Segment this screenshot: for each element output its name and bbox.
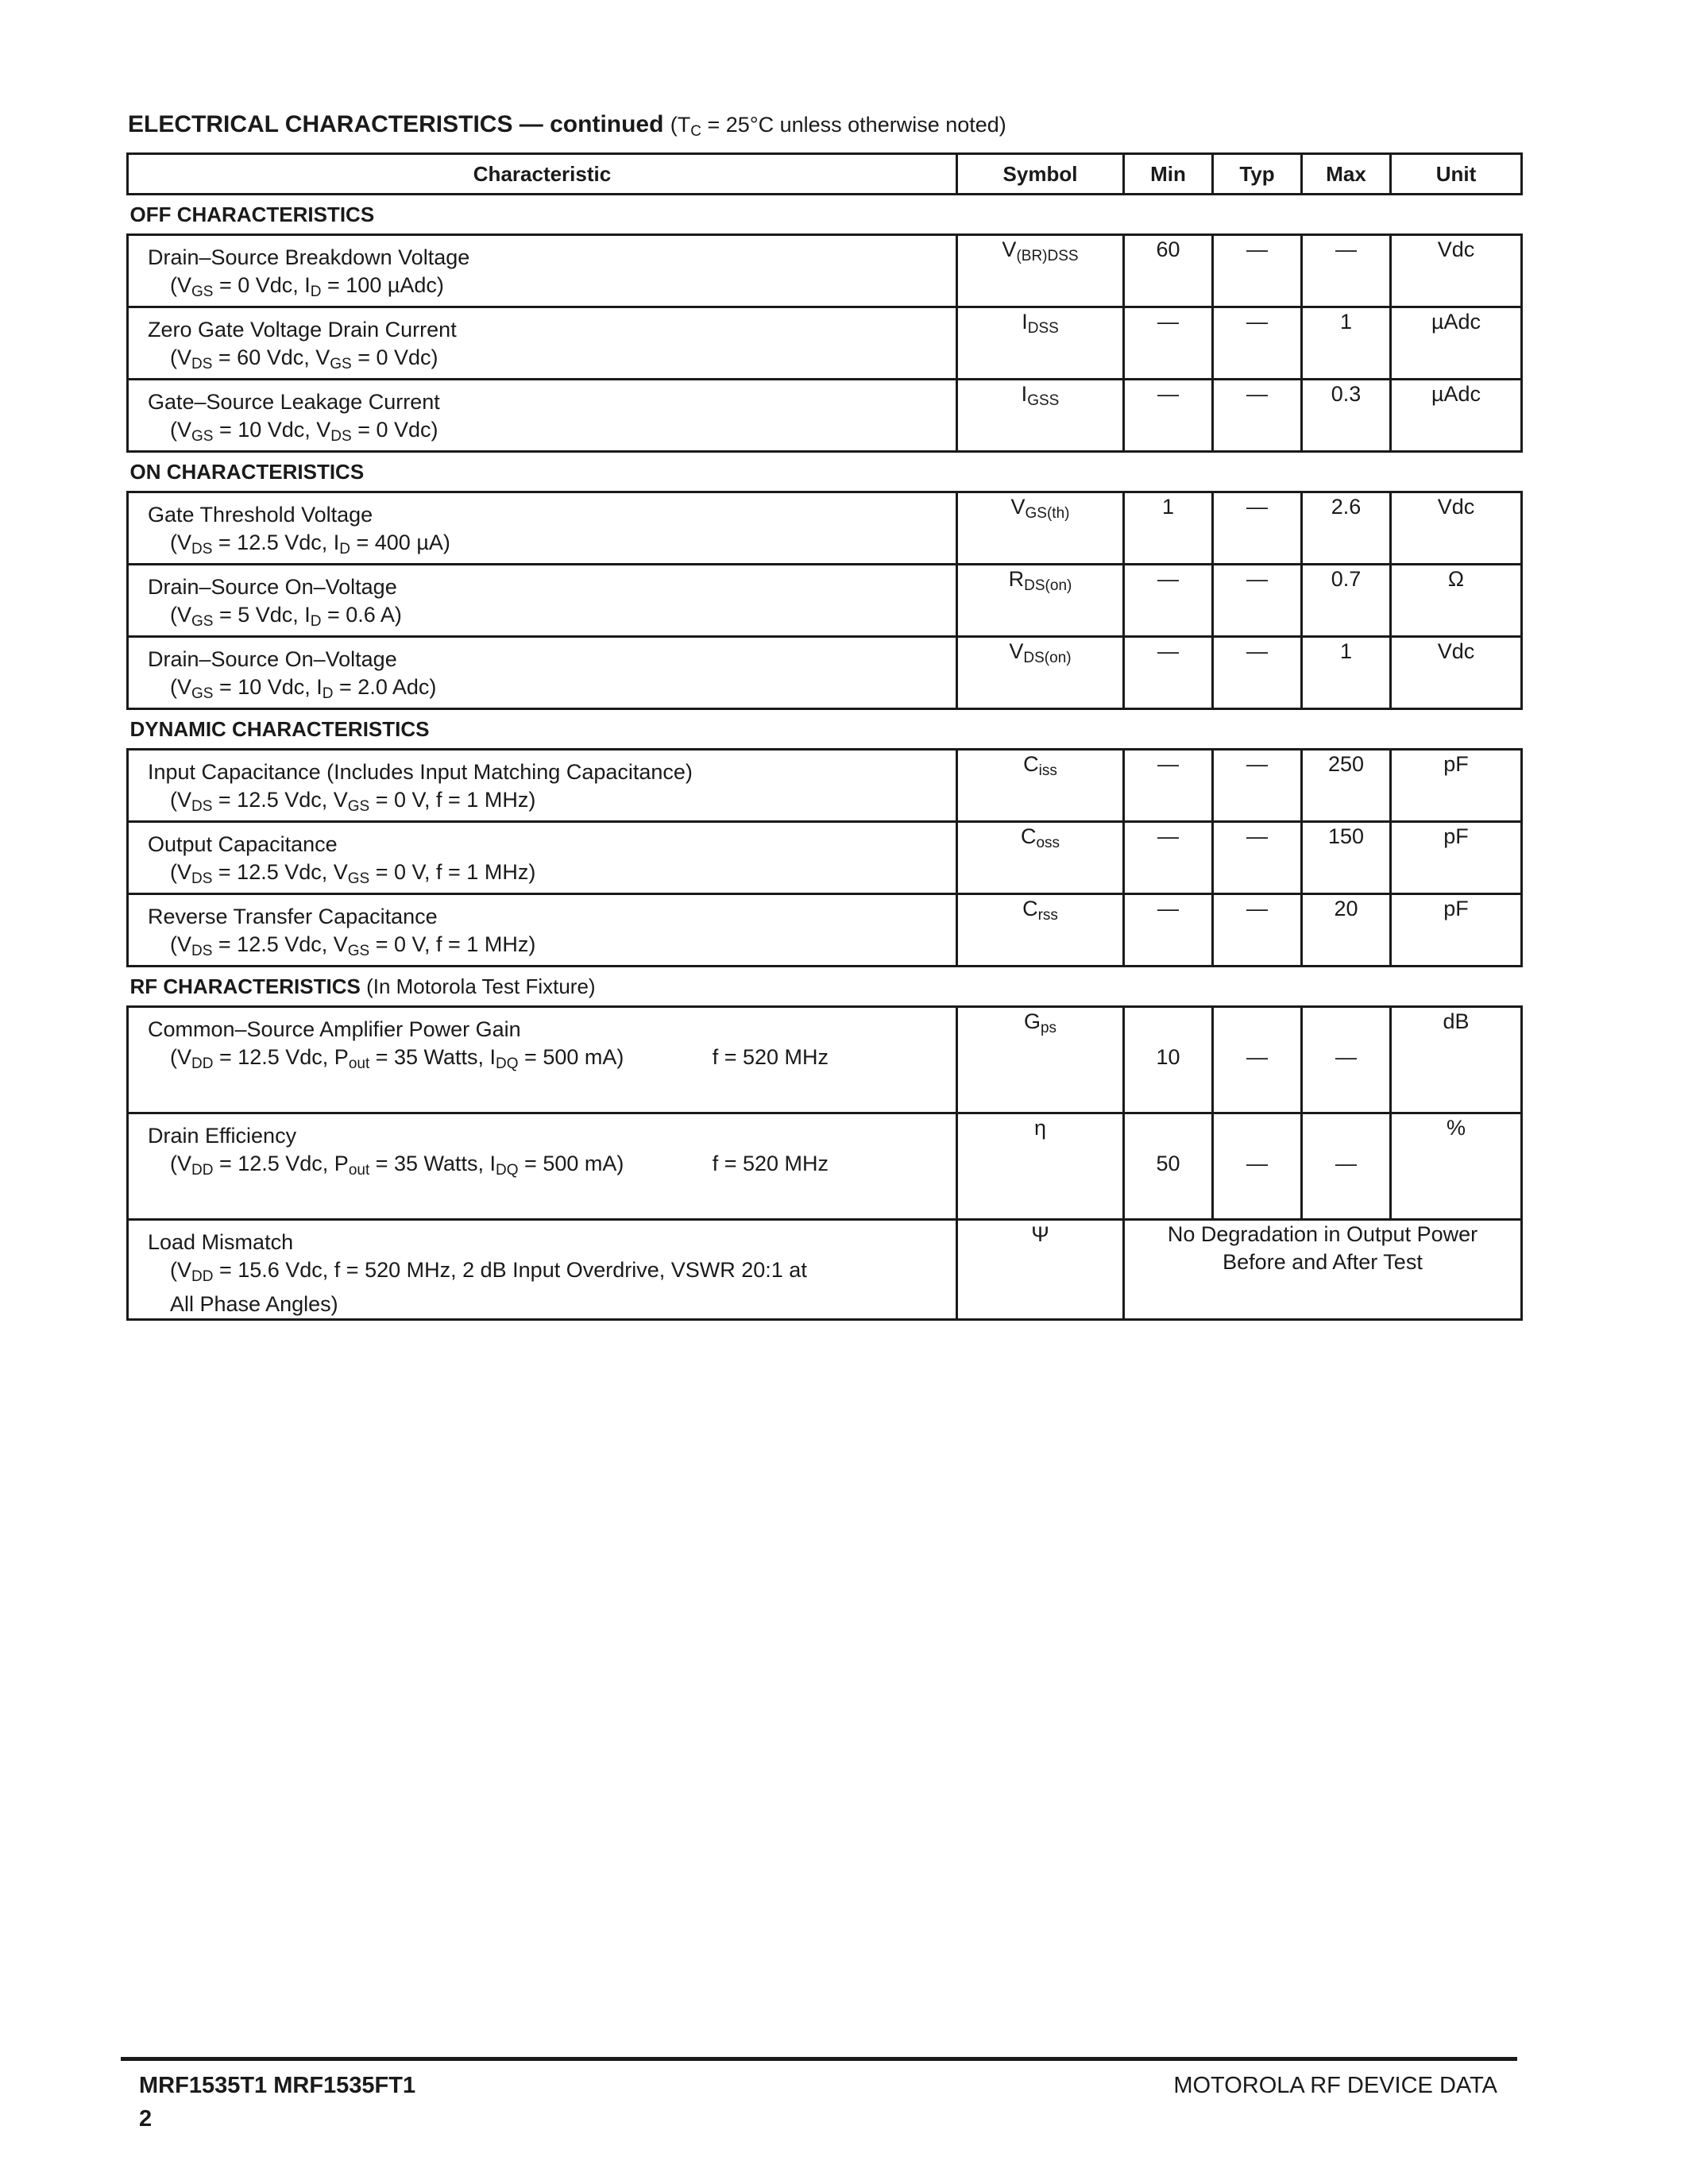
symbol-cell: $V_{DS(on)}$: [957, 637, 1124, 709]
typ-cell: —: [1213, 822, 1302, 894]
table-row: [128, 637, 1522, 709]
unit-cell: Vdc: [1391, 637, 1522, 709]
section-off: [128, 195, 1522, 235]
section-rf: [128, 967, 1522, 1007]
symbol-cell: $I_{GSS}$: [957, 380, 1124, 452]
min-cell: —: [1124, 637, 1213, 709]
typ-cell: —: [1213, 307, 1302, 380]
page-number: 2: [139, 2106, 153, 2132]
title-note: ($T_C = 25^\circ C$ unless otherwise noted): [670, 113, 1006, 140]
header-min: Min: [1124, 154, 1213, 195]
unit-cell: Vdc: [1391, 235, 1522, 307]
frequency-note: f = 520 MHz: [712, 1045, 829, 1069]
header-characteristic: Characteristic: [128, 154, 957, 195]
typ-cell: —: [1213, 565, 1302, 637]
header-unit: Unit: [1391, 154, 1522, 195]
header-symbol: Symbol: [957, 154, 1124, 195]
characteristic-cell: Gate–Source Leakage Current ($V_{GS} = 10$ Vdc, $V_{DS} = 0$ Vdc): [148, 390, 440, 445]
table-row: [128, 1220, 1522, 1320]
table-row: [128, 822, 1522, 894]
unit-cell: %: [1391, 1113, 1522, 1220]
max-cell: —: [1302, 235, 1391, 307]
table-row: [128, 235, 1522, 307]
section-label: RF CHARACTERISTICS: [129, 974, 361, 998]
symbol-cell: $V_{(BR)DSS}$: [957, 235, 1124, 307]
min-cell: —: [1124, 894, 1213, 967]
characteristic-cell: Zero Gate Voltage Drain Current ($V_{DS} = 60$ Vdc, $V_{GS} = 0$ Vdc): [148, 318, 457, 372]
max-cell: —: [1302, 1007, 1391, 1113]
min-cell: —: [1124, 565, 1213, 637]
section-label: ON CHARACTERISTICS: [129, 459, 365, 484]
header-max: Max: [1302, 154, 1391, 195]
typ-cell: —: [1213, 894, 1302, 967]
typ-cell: —: [1213, 1113, 1302, 1220]
table-row: [128, 894, 1522, 967]
footer-part-numbers: MRF1535T1 MRF1535FT1: [139, 2073, 416, 2098]
unit-cell: µAdc: [1391, 307, 1522, 380]
table-row: [128, 492, 1522, 565]
typ-cell: —: [1213, 750, 1302, 822]
max-cell: 0.7: [1302, 565, 1391, 637]
title-main: ELECTRICAL CHARACTERISTICS — continued: [128, 111, 664, 137]
section-label: DYNAMIC CHARACTERISTICS: [129, 716, 430, 741]
table-row: [128, 750, 1522, 822]
unit-cell: µAdc: [1391, 380, 1522, 452]
symbol-cell: $G_{ps}$: [957, 1007, 1124, 1113]
unit-cell: pF: [1391, 750, 1522, 822]
typ-cell: —: [1213, 1007, 1302, 1113]
characteristic-cell: Drain–Source Breakdown Voltage ($V_{GS} = 0$ Vdc, $I_D = 100$ µAdc): [148, 245, 470, 300]
unit-cell: dB: [1391, 1007, 1522, 1113]
max-cell: 20: [1302, 894, 1391, 967]
header-row: [128, 154, 1522, 195]
max-cell: 0.3: [1302, 380, 1391, 452]
max-cell: —: [1302, 1113, 1391, 1220]
max-cell: 150: [1302, 822, 1391, 894]
mismatch-result-cell: No Degradation in Output Power Before and After Test: [1124, 1220, 1522, 1320]
characteristic-cell: Common–Source Amplifier Power Gain ($V_{DD} = 12.5$ Vdc, $P_{out} = 35$ Watts, $I_{DQ} = 500$ mA) f = 520 MHz: [129, 1008, 956, 1078]
section-dynamic: [128, 709, 1522, 750]
table-row: [128, 565, 1522, 637]
min-cell: —: [1124, 307, 1213, 380]
min-cell: —: [1124, 822, 1213, 894]
characteristic-cell: Load Mismatch ($V_{DD} = 15.6$ Vdc, f = 520 MHz, 2 dB Input Overdrive, VSWR 20:1 at All Phase Angles): [148, 1230, 807, 1316]
min-cell: —: [1124, 750, 1213, 822]
min-cell: 1: [1124, 492, 1213, 565]
unit-cell: Vdc: [1391, 492, 1522, 565]
footer-rule: [121, 2057, 1517, 2061]
table-title: [128, 111, 1006, 141]
typ-cell: —: [1213, 235, 1302, 307]
symbol-cell: η: [957, 1113, 1124, 1220]
header-typ: Typ: [1213, 154, 1302, 195]
symbol-cell: $C_{iss}$: [957, 750, 1124, 822]
characteristic-cell: Output Capacitance ($V_{DS} = 12.5$ Vdc, $V_{GS} = 0$ V, f = 1 MHz): [148, 832, 536, 887]
section-label: OFF CHARACTERISTICS: [129, 202, 375, 226]
table-row: [128, 307, 1522, 380]
symbol-cell: Ψ: [957, 1220, 1124, 1320]
typ-cell: —: [1213, 380, 1302, 452]
max-cell: 1: [1302, 637, 1391, 709]
characteristic-cell: Drain–Source On–Voltage ($V_{GS} = 10$ Vdc, $I_D = 2.0$ Adc): [148, 647, 437, 702]
min-cell: —: [1124, 380, 1213, 452]
max-cell: 250: [1302, 750, 1391, 822]
max-cell: 1: [1302, 307, 1391, 380]
table-row: [128, 1007, 1522, 1113]
characteristic-cell: Drain Efficiency ($V_{DD} = 12.5$ Vdc, $P_{out} = 35$ Watts, $I_{DQ} = 500$ mA) f = 520 MHz: [129, 1114, 956, 1184]
characteristic-cell: Gate Threshold Voltage ($V_{DS} = 12.5$ Vdc, $I_D = 400$ µA): [148, 503, 450, 558]
max-cell: 2.6: [1302, 492, 1391, 565]
symbol-cell: $V_{GS(th)}$: [957, 492, 1124, 565]
unit-cell: pF: [1391, 822, 1522, 894]
unit-cell: pF: [1391, 894, 1522, 967]
section-on: [128, 452, 1522, 492]
footer-publisher: MOTOROLA RF DEVICE DATA: [1173, 2073, 1497, 2098]
unit-cell: Ω: [1391, 565, 1522, 637]
characteristic-cell: Reverse Transfer Capacitance ($V_{DS} = 12.5$ Vdc, $V_{GS} = 0$ V, f = 1 MHz): [148, 905, 536, 959]
min-cell: 10: [1124, 1007, 1213, 1113]
min-cell: 50: [1124, 1113, 1213, 1220]
section-note: (In Motorola Test Fixture): [360, 974, 596, 998]
typ-cell: —: [1213, 637, 1302, 709]
symbol-cell: $C_{rss}$: [957, 894, 1124, 967]
frequency-note: f = 520 MHz: [712, 1152, 829, 1175]
electrical-characteristics-table: [126, 152, 1523, 1321]
table-row: [128, 1113, 1522, 1220]
symbol-cell: $C_{oss}$: [957, 822, 1124, 894]
typ-cell: —: [1213, 492, 1302, 565]
symbol-cell: $R_{DS(on)}$: [957, 565, 1124, 637]
characteristic-cell: Input Capacitance (Includes Input Matching Capacitance) ($V_{DS} = 12.5$ Vdc, $V_{GS} = 0$ V, f = 1 MHz): [148, 760, 693, 815]
characteristic-cell: Drain–Source On–Voltage ($V_{GS} = 5$ Vdc, $I_D = 0.6$ A): [148, 575, 402, 630]
table-row: [128, 380, 1522, 452]
symbol-cell: $I_{DSS}$: [957, 307, 1124, 380]
min-cell: 60: [1124, 235, 1213, 307]
